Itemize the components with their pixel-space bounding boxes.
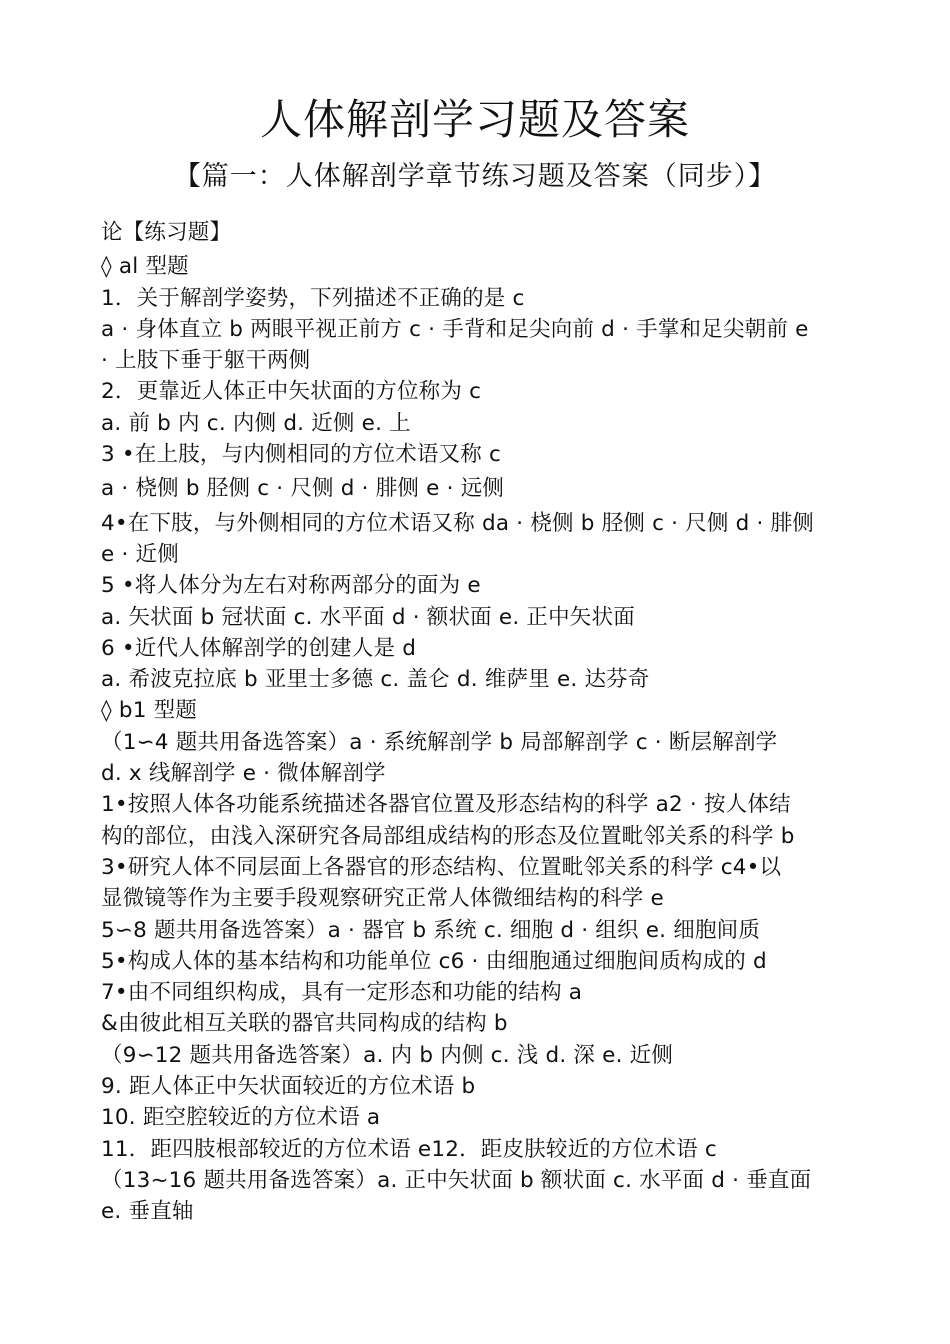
question-type-heading: ◊ al 型题 [101,254,189,280]
document-subtitle: 【篇一：人体解剖学章节练习题及答案（同步）】 [173,161,777,192]
shared-options-13-16: （13~16 题共用备选答案）a. 正中矢状面 b 额状面 c. 水平面 d · 垂直面 [101,1167,812,1193]
b1-question-8: &由彼此相互关联的器官共同构成的结构 b [101,1011,508,1037]
question-5: 5 •将人体分为左右对称两部分的面为 e [101,573,481,599]
question-2: 2．更靠近人体正中矢状面的方位称为 c [101,379,482,405]
document-title: 人体解剖学习题及答案 [259,95,690,144]
shared-options-13-16-cont: e. 垂直轴 [101,1199,194,1225]
b1-question-5-6: 5•构成人体的基本结构和功能单位 c6 · 由细胞通过细胞间质构成的 d [101,948,767,974]
question-type-heading-b1: ◊ b1 型题 [101,698,198,724]
b1-question-1-2: 1•按照人体各功能系统描述各器官位置及形态结构的科学 a2 · 按人体结 [101,792,791,818]
question-4: 4•在下肢，与外侧相同的方位术语又称 da · 桡侧 b 胫侧 c · 尺侧 d · 腓侧 [101,510,814,536]
question-3: 3 •在上肢，与内侧相同的方位术语又称 c [101,442,502,468]
b1-question-11-12: 11．距四肢根部较近的方位术语 e12．距皮肤较近的方位术语 c [101,1136,717,1162]
b1-question-3-4: 3•研究人体不同层面上各器官的形态结构、位置毗邻关系的科学 c4•以 [101,854,782,880]
question-2-options: a. 前 b 内 c. 内侧 d. 近侧 e. 上 [101,410,411,436]
b1-question-9: 9. 距人体正中矢状面较近的方位术语 b [101,1074,476,1100]
question-5-options: a. 矢状面 b 冠状面 c. 水平面 d · 额状面 e. 正中矢状面 [101,604,635,630]
shared-options-1-4: （1∽4 题共用备选答案）a · 系统解剖学 b 局部解剖学 c · 断层解剖学 [101,729,778,755]
b1-question-4-cont: 显微镜等作为主要手段观察研究正常人体微细结构的科学 e [101,886,664,912]
question-1-options-cont: · 上肢下垂于躯干两侧 [101,348,311,374]
question-4-options-cont: e · 近侧 [101,541,179,567]
question-6: 6 •近代人体解剖学的创建人是 d [101,635,417,661]
b1-question-10: 10. 距空腔较近的方位术语 a [101,1105,381,1131]
section-heading: 论【练习题】 [101,220,232,245]
shared-options-9-12: （9∽12 题共用备选答案）a. 内 b 内侧 c. 浅 d. 深 e. 近侧 [101,1042,674,1068]
shared-options-1-4-cont: d. x 线解剖学 e · 微体解剖学 [101,761,386,787]
shared-options-5-8: 5∽8 题共用备选答案）a · 器官 b 系统 c. 细胞 d · 组织 e. 细胞间质 [101,917,761,943]
question-3-options: a · 桡侧 b 胫侧 c · 尺侧 d · 腓侧 e · 远侧 [101,476,505,502]
b1-question-2-cont: 构的部位，由浅入深研究各局部组成结构的形态及位置毗邻关系的科学 b [101,823,795,849]
question-1-options: a · 身体直立 b 两眼平视正前方 c · 手背和足尖向前 d · 手掌和足尖朝前 e [101,316,809,342]
question-1: 1．关于解剖学姿势，下列描述不正确的是 c [101,285,525,311]
question-6-options: a. 希波克拉底 b 亚里士多德 c. 盖仑 d. 维萨里 e. 达芬奇 [101,667,650,693]
b1-question-7: 7•由不同组织构成，具有一定形态和功能的结构 a [101,980,583,1006]
document-body [101,217,851,1228]
